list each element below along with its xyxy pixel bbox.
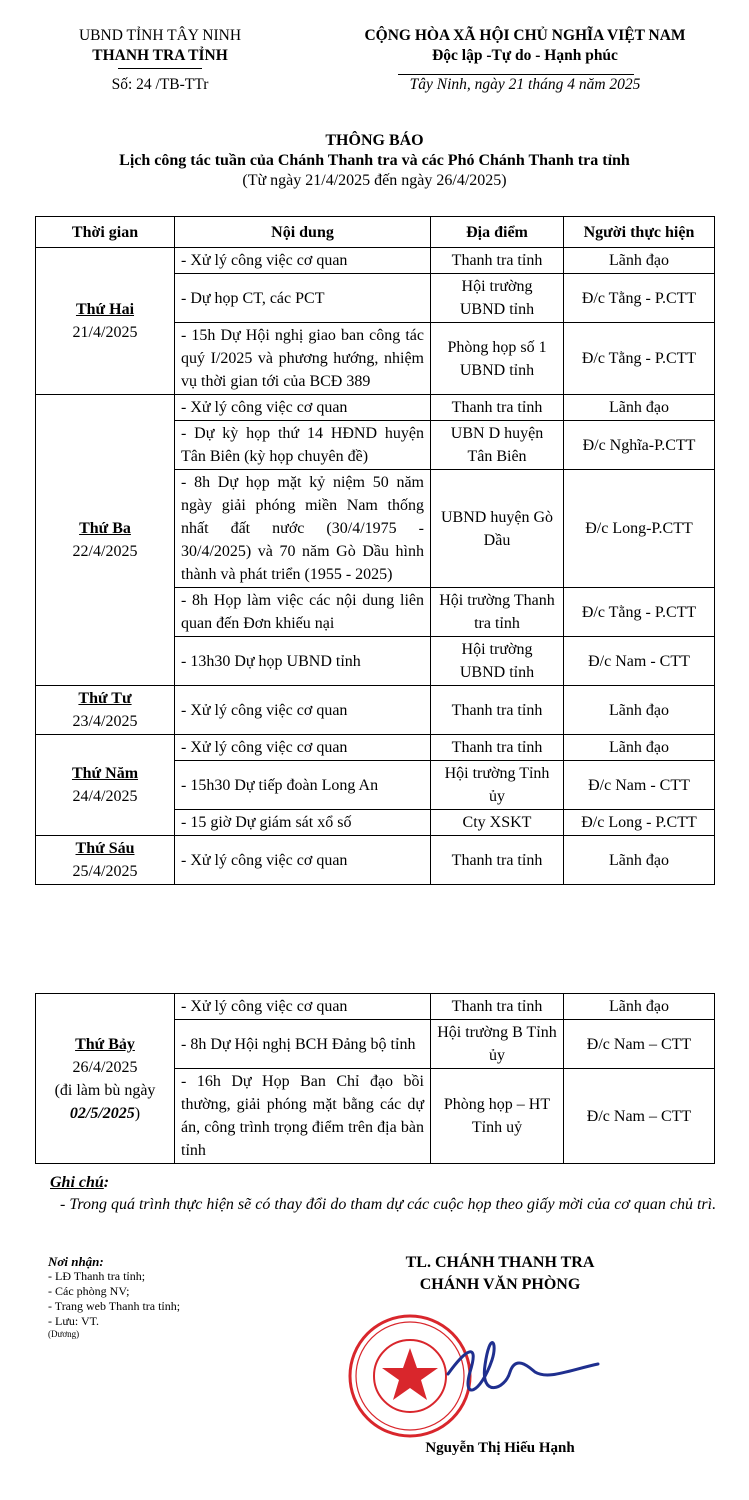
- cell-place: Thanh tra tỉnh: [431, 395, 564, 421]
- cell-content: - 8h Dự Hội nghị BCH Đảng bộ tỉnh: [175, 1020, 431, 1069]
- cell-place: Thanh tra tỉnh: [431, 686, 564, 735]
- cell-content: - 15h Dự Hội nghị giao ban công tác quý I/2025 và phương hướng, nhiệm vụ thời gian tới của BCĐ 389: [175, 323, 431, 395]
- title-block: [0, 131, 749, 191]
- cell-place: Hội trường UBND tỉnh: [431, 274, 564, 323]
- cell-place: Hội trường Tỉnh ủy: [431, 761, 564, 810]
- cell-place: UBND huyện Gò Dầu: [431, 470, 564, 588]
- cell-person: Lãnh đạo: [564, 994, 715, 1020]
- cell-person: Đ/c Nam – CTT: [564, 1020, 715, 1069]
- day-date: 26/4/2025: [72, 1058, 138, 1076]
- issuer-block: [40, 26, 280, 95]
- day-date: 25/4/2025: [72, 863, 138, 880]
- day-name: Thứ Bảy: [75, 1035, 135, 1053]
- cell-content: - 16h Dự Họp Ban Chỉ đạo bồi thường, giải phóng mặt bằng các dự án, công trình trọng điểm trên địa bàn tỉnh: [175, 1069, 431, 1164]
- signer-name: Nguyễn Thị Hiếu Hạnh: [425, 1440, 575, 1456]
- cell-place: Hội trường Thanh tra tỉnh: [431, 588, 564, 637]
- cell-person: Lãnh đạo: [564, 686, 715, 735]
- day-name: Thứ Năm: [71, 765, 139, 782]
- cell-content: - Xử lý công việc cơ quan: [175, 395, 431, 421]
- col-header-place: Địa điểm: [431, 217, 564, 248]
- note-text: - Trong quá trình thực hiện sẽ có thay đổi do tham dự các cuộc họp theo giấy mời của cơ quan chủ trì.: [60, 1196, 717, 1213]
- cell-content: - Xử lý công việc cơ quan: [175, 248, 431, 274]
- recipients-block: [48, 1254, 308, 1340]
- cell-person: Đ/c Tằng - P.CTT: [564, 323, 715, 395]
- cell-content: - 15h30 Dự tiếp đoàn Long An: [175, 761, 431, 810]
- col-header-content: Nội dung: [175, 217, 431, 248]
- col-header-time: Thời gian: [36, 217, 175, 248]
- schedule-table: [35, 216, 715, 885]
- note-colon: :: [103, 1174, 110, 1191]
- col-header-person: Người thực hiện: [564, 217, 715, 248]
- recipient-item: - Các phòng NV;: [48, 1284, 130, 1298]
- saturday-table: [35, 993, 715, 1164]
- cell-person: Lãnh đạo: [564, 735, 715, 761]
- cell-place: UBN D huyện Tân Biên: [431, 421, 564, 470]
- table-row: [36, 248, 715, 274]
- cell-person: Đ/c Nam – CTT: [564, 1069, 715, 1164]
- nation-block: [305, 26, 745, 95]
- cell-person: Đ/c Long-P.CTT: [564, 470, 715, 588]
- cell-place: Thanh tra tỉnh: [431, 248, 564, 274]
- cell-content: - Xử lý công việc cơ quan: [175, 686, 431, 735]
- cell-content: - 8h Dự họp mặt kỷ niệm 50 năm ngày giải phóng miền Nam thống nhất đất nước (30/4/1975 - 30/4/2025) và 70 năm Gò Dầu hình thành và phát triển (1955 - 2025): [175, 470, 431, 588]
- cell-place: Phòng họp số 1 UBND tỉnh: [431, 323, 564, 395]
- cell-place: Thanh tra tỉnh: [431, 836, 564, 885]
- cell-content: - 15 giờ Dự giám sát xổ số: [175, 810, 431, 836]
- day-cell: [36, 686, 175, 735]
- table-row: [36, 395, 715, 421]
- issuer-parent: UBND TỈNH TÂY NINH: [78, 27, 242, 44]
- cell-person: Đ/c Nam - CTT: [564, 761, 715, 810]
- cell-place: Thanh tra tỉnh: [431, 994, 564, 1020]
- doc-title: THÔNG BÁO: [325, 132, 424, 149]
- drafter-initials: (Dương): [48, 1329, 80, 1339]
- cell-person: Đ/c Nghĩa-P.CTT: [564, 421, 715, 470]
- doc-subtitle: Lịch công tác tuần của Chánh Thanh tra và các Phó Chánh Thanh tra tỉnh: [119, 152, 630, 169]
- sign-authority: TL. CHÁNH THANH TRA: [405, 1254, 595, 1271]
- cell-place: Hội trường B Tỉnh ủy: [431, 1020, 564, 1069]
- table-row: [36, 735, 715, 761]
- day-cell: [36, 994, 175, 1164]
- makeup-note-suffix: ): [134, 1104, 141, 1122]
- day-date: 22/4/2025: [72, 543, 138, 560]
- cell-person: Đ/c Tằng - P.CTT: [564, 588, 715, 637]
- note-label: Ghi chú: [50, 1174, 104, 1191]
- table-row: [36, 686, 715, 735]
- cell-content: - 13h30 Dự họp UBND tỉnh: [175, 637, 431, 686]
- table-row: [36, 836, 715, 885]
- cell-place: Thanh tra tỉnh: [431, 735, 564, 761]
- sign-title: CHÁNH VĂN PHÒNG: [419, 1276, 581, 1293]
- cell-place: Phòng họp – HT Tỉnh uỷ: [431, 1069, 564, 1164]
- nation-title: CỘNG HÒA XÃ HỘI CHỦ NGHĨA VIỆT NAM: [364, 27, 686, 44]
- signature-block: [330, 1252, 670, 1296]
- cell-content: - 8h Họp làm việc các nội dung liên quan đến Đơn khiếu nại: [175, 588, 431, 637]
- cell-person: Đ/c Nam - CTT: [564, 637, 715, 686]
- cell-place: Cty XSKT: [431, 810, 564, 836]
- recipients-label: Nơi nhận:: [48, 1254, 104, 1269]
- day-cell: [36, 395, 175, 686]
- table-row: [36, 994, 715, 1020]
- official-seal-icon: [350, 1316, 470, 1436]
- issuer-name: THANH TRA TỈNH: [92, 47, 228, 64]
- cell-content: - Dự họp CT, các PCT: [175, 274, 431, 323]
- cell-person: Đ/c Long - P.CTT: [564, 810, 715, 836]
- day-cell: [36, 248, 175, 395]
- day-date: 24/4/2025: [72, 788, 138, 805]
- day-name: Thứ Tư: [78, 690, 132, 707]
- cell-place: Hội trường UBND tỉnh: [431, 637, 564, 686]
- makeup-note-date: 02/5/2025: [69, 1104, 135, 1122]
- seal-and-signature: [330, 1310, 630, 1440]
- motto-underline: [398, 74, 634, 75]
- day-name: Thứ Hai: [75, 301, 135, 318]
- table-header-row: [36, 217, 715, 248]
- place-date: Tây Ninh, ngày 21 tháng 4 năm 2025: [409, 76, 641, 93]
- day-date: 21/4/2025: [72, 324, 138, 341]
- day-name: Thứ Sáu: [75, 840, 135, 857]
- cell-content: - Xử lý công việc cơ quan: [175, 735, 431, 761]
- date-range: (Từ ngày 21/4/2025 đến ngày 26/4/2025): [242, 172, 507, 189]
- doc-number: Số: 24 /TB-TTr: [111, 76, 209, 93]
- makeup-note-prefix: (đi làm bù ngày: [54, 1081, 156, 1099]
- cell-content: - Xử lý công việc cơ quan: [175, 836, 431, 885]
- cell-person: Đ/c Tằng - P.CTT: [564, 274, 715, 323]
- makeup-note: [42, 1079, 168, 1125]
- day-name: Thứ Ba: [79, 520, 131, 537]
- recipient-item: - LĐ Thanh tra tỉnh;: [48, 1269, 146, 1283]
- day-cell: [36, 836, 175, 885]
- nation-motto: Độc lập -Tự do - Hạnh phúc: [432, 47, 618, 64]
- day-date: 23/4/2025: [72, 713, 138, 730]
- note-block: [50, 1172, 730, 1216]
- day-cell: [36, 735, 175, 836]
- cell-person: Lãnh đạo: [564, 395, 715, 421]
- recipient-item: - Trang web Thanh tra tỉnh;: [48, 1299, 181, 1313]
- cell-content: - Xử lý công việc cơ quan: [175, 994, 431, 1020]
- cell-person: Lãnh đạo: [564, 248, 715, 274]
- cell-content: - Dự kỳ họp thứ 14 HĐND huyện Tân Biên (kỳ họp chuyên đề): [175, 421, 431, 470]
- issuer-underline: [118, 68, 202, 69]
- cell-person: Lãnh đạo: [564, 836, 715, 885]
- recipient-item: - Lưu: VT.: [48, 1314, 100, 1328]
